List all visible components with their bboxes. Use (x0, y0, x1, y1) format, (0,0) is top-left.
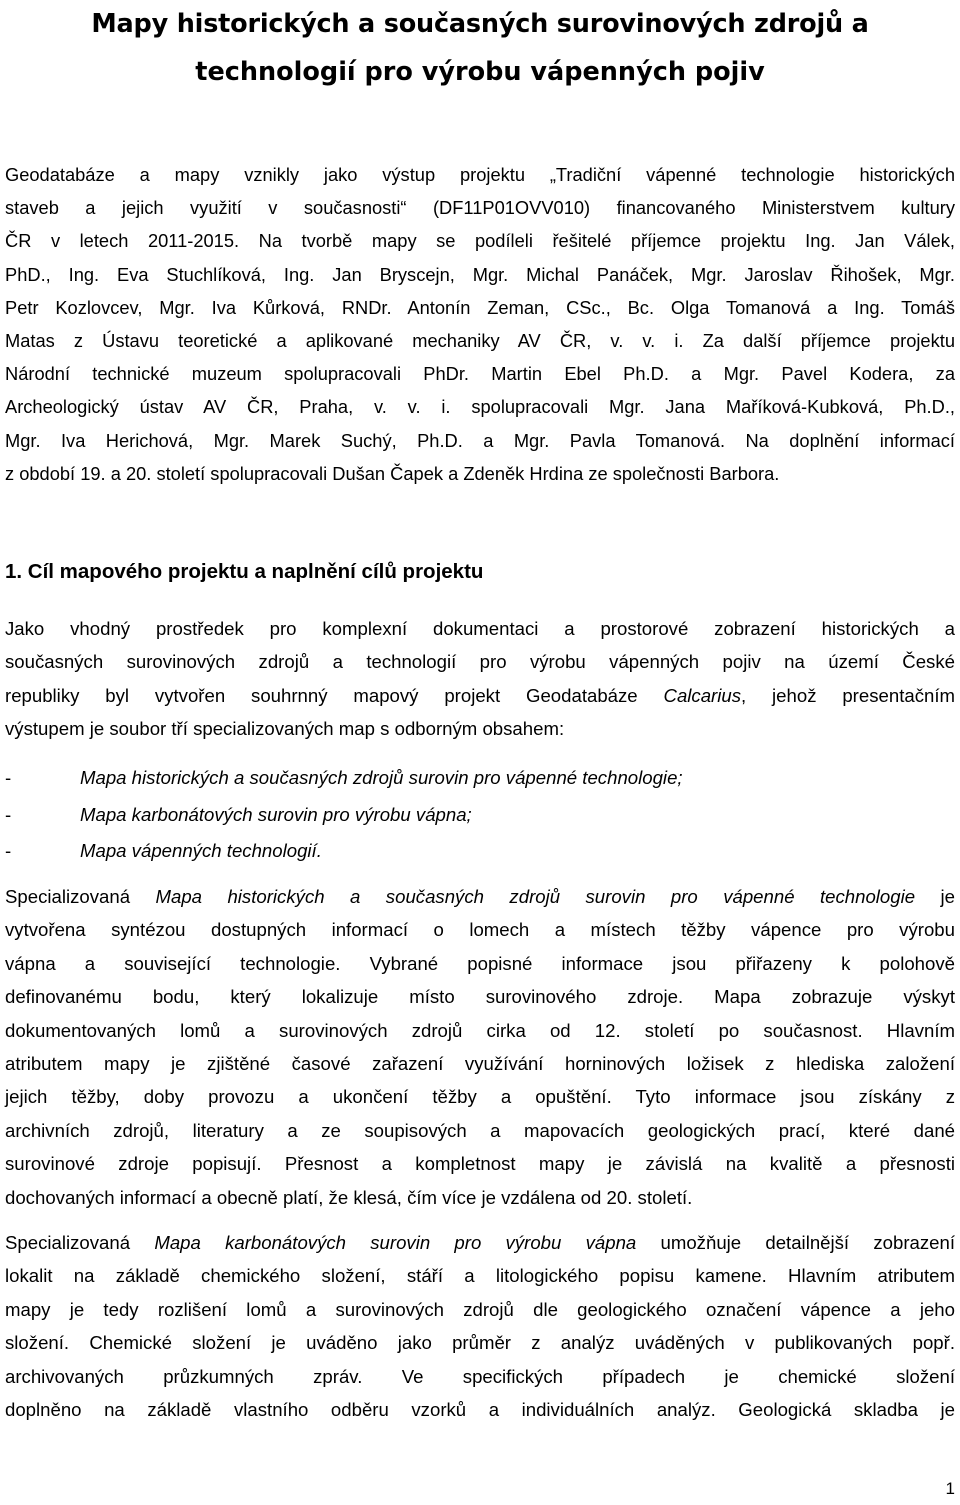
intro-line: z období 19. a 20. století spolupracovali Dušan Čapek a Zdeněk Hrdina ze společnosti Barbora. (5, 462, 780, 484)
list-dash: - (5, 803, 12, 825)
text-run: Specializovaná (5, 886, 156, 907)
list-item (5, 797, 683, 834)
paragraph-line: atributem mapy je zjištěné časové zařazení využívání horninových ložisek z hlediska založení (5, 1053, 955, 1075)
intro-line: Národní technické muzeum spolupracovali PhDr. Martin Ebel Ph.D. a Mgr. Pavel Kodera, za (5, 363, 955, 385)
paragraph-line: složení. Chemické složení je uváděno jako průměr z analýz uváděných v publikovaných popř. (5, 1332, 955, 1354)
list-item (5, 833, 683, 870)
intro-line: Matas z Ústavu teoretické a aplikované mechaniky AV ČR, v. v. i. Za další příjemce projektu (5, 330, 955, 352)
paragraph-line: vápna a související technologie. Vybrané popisné informace jsou přiřazeny k polohově (5, 952, 955, 974)
paragraph-line: jejich těžby, doby provozu a ukončení těžby a opuštění. Tyto informace jsou získány z (5, 1086, 955, 1108)
section-paragraph-3 (5, 1226, 955, 1426)
list-dash: - (5, 767, 12, 788)
paragraph-line: dochovaných informací a obecně platí, že klesá, čím více je vzdálena od 20. století. (5, 1186, 693, 1208)
text-run: , jehož presentačním (741, 684, 955, 706)
text-run: Specializovaná (5, 1232, 155, 1253)
paragraph-line (5, 880, 955, 913)
paragraph-line (5, 679, 955, 712)
text-run: republiky byl vytvořen souhrnný mapový projekt Geodatabáze (5, 684, 664, 706)
intro-line: ČR v letech 2011-2015. Na tvorbě mapy se podíleli řešitelé příjemce projektu Ing. Jan Válek, (5, 230, 955, 252)
page-number: 1 (945, 1479, 955, 1498)
text-run: umožňuje detailnější zobrazení (636, 1232, 955, 1253)
intro-line: PhD., Ing. Eva Stuchlíková, Ing. Jan Bryscejn, Mgr. Michal Panáček, Mgr. Jaroslav Řihošek, Mgr. (5, 263, 955, 285)
section-paragraph-1 (5, 612, 955, 746)
italic-run: Mapa historických a současných zdrojů surovin pro vápenné technologie (155, 886, 916, 907)
intro-line: Archeologický ústav AV ČR, Praha, v. v. i. spolupracovali Mgr. Jana Maříková-Kubková, Ph.D., (5, 396, 955, 418)
intro-line: Geodatabáze a mapy vznikly jako výstup projektu „Tradiční vápenné technologie historických (5, 164, 955, 185)
intro-paragraph (5, 158, 955, 490)
intro-line: staveb a jejich využití v současnosti“ (DF11P01OVV010) financovaného Ministerstvem kultury (5, 197, 955, 219)
document-title (5, 0, 955, 96)
paragraph-line: surovinové zdroje popisují. Přesnost a kompletnost mapy je závislá na kvalitě a přesnosti (5, 1153, 955, 1175)
paragraph-line: mapy je tedy rozlišení lomů a surovinových zdrojů dle geologického označení vápence a jeho (5, 1298, 955, 1320)
paragraph-line: lokalit na základě chemického složení, stáří a litologického popisu kamene. Hlavním atributem (5, 1265, 955, 1287)
paragraph-line: definovanému bodu, který lokalizuje místo surovinového zdroje. Mapa zobrazuje výskyt (5, 986, 955, 1008)
paragraph-line: dokumentovaných lomů a surovinových zdrojů cirka od 12. století po současnost. Hlavním (5, 1019, 955, 1041)
paragraph-line (5, 1226, 955, 1259)
title-line-1: Mapy historických a současných surovinových zdrojů a (91, 9, 869, 39)
paragraph-line: Jako vhodný prostředek pro komplexní dokumentaci a prostorové zobrazení historických a (5, 618, 955, 639)
list-item-text: Mapa vápenných technologií. (80, 840, 322, 861)
list-item-text: Mapa karbonátových surovin pro výrobu vápna; (80, 803, 472, 825)
section-heading: 1. Cíl mapového projektu a naplnění cílů projektu (5, 560, 484, 583)
paragraph-line: současných surovinových zdrojů a technologií pro výrobu vápenných pojiv na území České (5, 651, 955, 673)
map-list (5, 760, 683, 870)
paragraph-line: archivovaných průzkumných zpráv. Ve specifických případech je chemické složení (5, 1365, 955, 1387)
text-run: je (915, 886, 956, 907)
title-line-2: technologií pro výrobu vápenných pojiv (195, 57, 765, 87)
italic-run: Mapa karbonátových surovin pro výrobu vápna (154, 1232, 637, 1253)
list-item-text: Mapa historických a současných zdrojů surovin pro vápenné technologie; (80, 767, 683, 788)
document-page (5, 0, 956, 1421)
intro-line: Petr Kozlovcev, Mgr. Iva Kůrková, RNDr. Antonín Zeman, CSc., Bc. Olga Tomanová a Ing. Tomáš (5, 296, 955, 318)
list-dash: - (5, 840, 12, 861)
paragraph-line: vytvořena syntézou dostupných informací o lomech a místech těžby vápence pro výrobu (5, 919, 955, 941)
paragraph-line: archivních zdrojů, literatury a ze soupisových a mapovacích geologických prací, které dané (5, 1119, 955, 1141)
intro-line: Mgr. Iva Herichová, Mgr. Marek Suchý, Ph.D. a Mgr. Pavla Tomanová. Na doplnění informací (5, 429, 955, 451)
section-paragraph-2 (5, 880, 955, 1214)
list-item (5, 760, 683, 797)
paragraph-line: výstupem je soubor tří specializovaných map s odborným obsahem: (5, 718, 565, 740)
paragraph-line: doplněno na základě vlastního odběru vzorků a individuálních analýz. Geologická skladba je (5, 1399, 955, 1421)
italic-run: Calcarius (663, 684, 742, 706)
